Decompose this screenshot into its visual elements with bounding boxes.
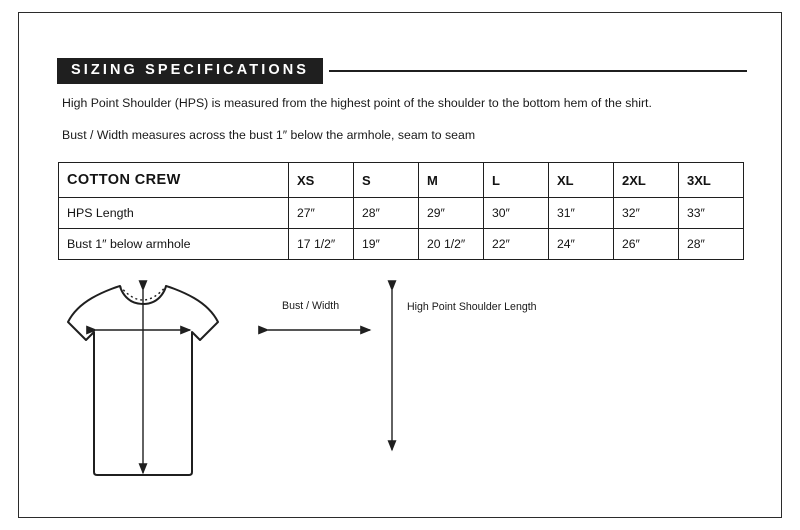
intro-line-hps: High Point Shoulder (HPS) is measured from the highest point of the shoulder to the bottom hem of the shirt. <box>62 96 652 110</box>
intro-text <box>62 95 752 159</box>
cell-bust-xs: 17 1/2″ <box>289 229 354 260</box>
cell-hps-xl: 31″ <box>549 198 614 229</box>
cell-hps-2xl: 32″ <box>614 198 679 229</box>
cell-bust-m: 20 1/2″ <box>419 229 484 260</box>
table-header-cell-l: L <box>484 163 549 198</box>
table-header-cell-s: S <box>354 163 419 198</box>
cell-bust-s: 19″ <box>354 229 419 260</box>
cell-hps-l: 30″ <box>484 198 549 229</box>
cell-hps-3xl: 33″ <box>679 198 744 229</box>
title-rule <box>329 70 747 72</box>
table-row <box>59 229 744 260</box>
cell-hps-m: 29″ <box>419 198 484 229</box>
row-label-bust: Bust 1″ below armhole <box>59 229 289 260</box>
sizing-table <box>58 162 744 260</box>
page-title: SIZING SPECIFICATIONS <box>57 58 323 84</box>
bust-width-label: Bust / Width <box>282 300 340 312</box>
cell-bust-l: 22″ <box>484 229 549 260</box>
measurement-diagram <box>40 268 760 488</box>
cell-hps-s: 28″ <box>354 198 419 229</box>
cell-hps-xs: 27″ <box>289 198 354 229</box>
cell-bust-xl: 24″ <box>549 229 614 260</box>
table-header-row <box>59 163 744 198</box>
table-header-cell-3xl: 3XL <box>679 163 744 198</box>
table-header-cell-xs: XS <box>289 163 354 198</box>
table-row <box>59 198 744 229</box>
row-label-hps-length: HPS Length <box>59 198 289 229</box>
table-header-cell-xl: XL <box>549 163 614 198</box>
hps-length-label: High Point Shoulder Length <box>407 301 537 313</box>
cell-bust-2xl: 26″ <box>614 229 679 260</box>
intro-line-bust: Bust / Width measures across the bust 1″ below the armhole, seam to seam <box>62 127 476 142</box>
cell-bust-3xl: 28″ <box>679 229 744 260</box>
table-header-cell-product: COTTON CREW <box>59 163 289 198</box>
section-title-row <box>57 58 747 84</box>
table-header-cell-2xl: 2XL <box>614 163 679 198</box>
table-header-cell-m: M <box>419 163 484 198</box>
